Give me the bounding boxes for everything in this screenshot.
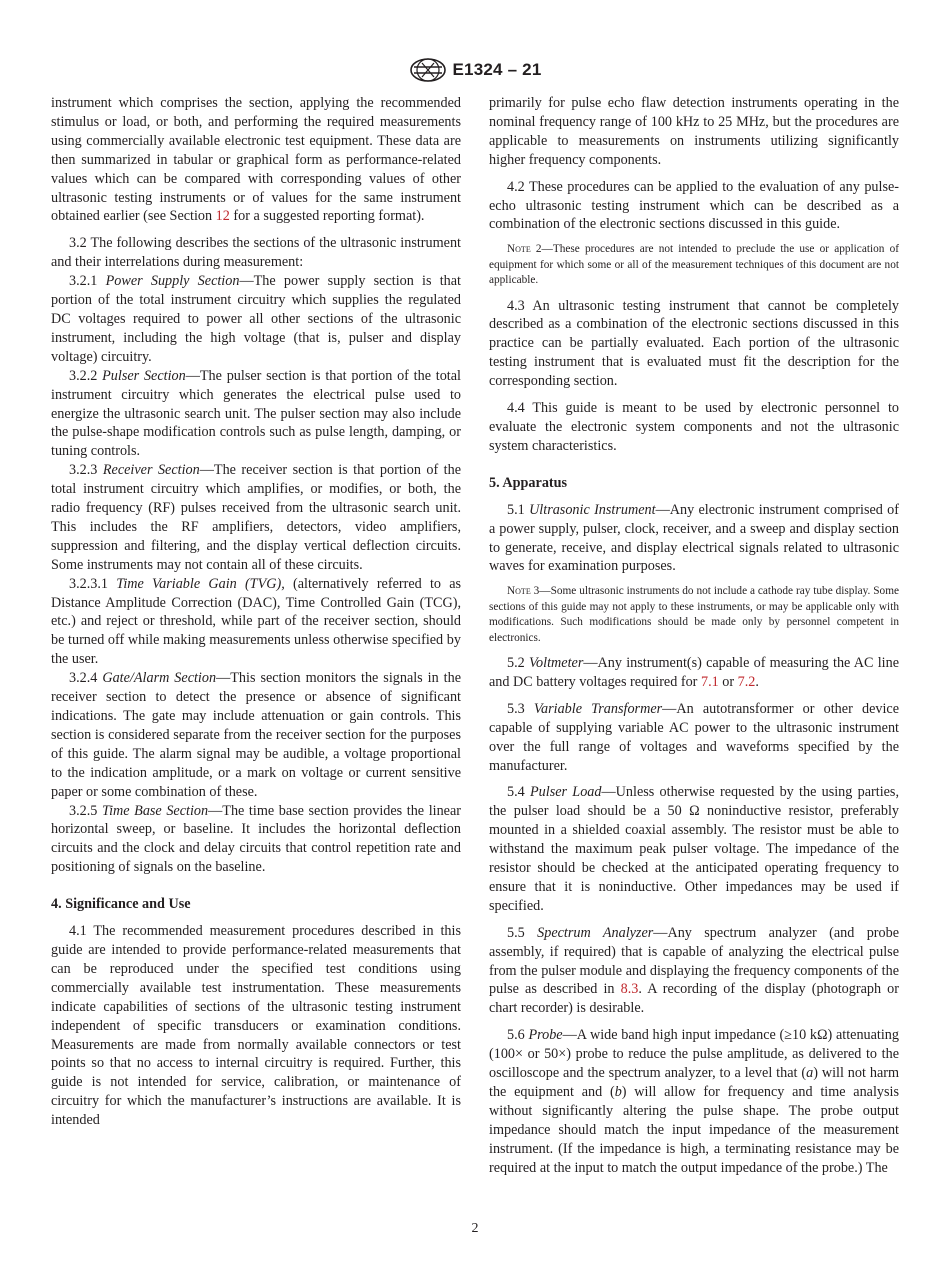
- note-2: Note 2—These procedures are not intended to preclude the use or application of equipment for which some or all of the measurement techniques of this document are not applicable.: [489, 243, 899, 287]
- paragraph-4-1-continued: primarily for pulse echo flaw detection instruments operating in the nominal frequency range of 100 kHz to 25 MHz, but the procedures are applicable to measurements on instruments utilizing significantly higher frequency components.: [489, 95, 899, 168]
- section-8-3-link[interactable]: 8.3: [620, 981, 639, 998]
- paragraph-3-2-4: 3.2.4 Gate/Alarm Section—This section monitors the signals in the receiver section to detect the presence or absence of significant indications. The gate may include attenuation or gain controls. This section is considered separate from the receiver section for the purposes of this guide. The alarm signal may be audible, a voltage proportional to the indication amplitude, or a mark on voltage or current sensitive paper or some combination of these.: [51, 670, 462, 800]
- paragraph-5-6: 5.6 Probe—A wide band high input impedance (≥10 kΩ) attenuating (100× or 50×) probe to reduce the pulse amplitude, as delivered to the oscilloscope and the spectrum analyzer, to a level that (a) will not harm the equipment and (b) will allow for frequency and time analysis without significantly altering the pulse shape. The probe output impedance should match the input impedance of the measurement instrument. (If the impedance is high, a terminating resistance may be required at the input to match the output impedance of the probe.) The: [489, 1027, 900, 1176]
- paragraph-3-2-3-1: 3.2.3.1 Time Variable Gain (TVG), (alternatively referred to as Distance Amplitude Correction (DAC), Time Controlled Gain (TCG), etc.) and reject or threshold, while part of the receiver section, should be turned off while making measurements unless otherwise specified by the user.: [51, 575, 462, 668]
- paragraph-4-4: 4.4 This guide is meant to be used by electronic personnel to evaluate the electronic system components and not the ultrasonic system characteristics.: [489, 400, 899, 454]
- page-header: [0, 56, 950, 84]
- paragraph-5-4: 5.4 Pulser Load—Unless otherwise requested by the using parties, the pulser load should be a 50 Ω noninductive resistor, preferably mounted in a shielded coaxial assembly. The resistor must be able to withstand the maximum peak pulser voltage. The impedance of the resistor should be checked at the anticipated operating frequency to ensure that it is noninductive. Other impedances may be used if specified.: [489, 784, 899, 914]
- paragraph-5-5: 5.5 Spectrum Analyzer—Any spectrum analyzer (and probe assembly, if required) that is capable of analyzing the electrical pulse from the pulser module and displaying the frequency components of the pulse as described in 8.3. A recording of the display (photograph or chart recorder) is desirable.: [489, 924, 900, 1017]
- left-column: [51, 94, 461, 1130]
- paragraph-4-2: 4.2 These procedures can be applied to the evaluation of any pulse-echo ultrasonic testing instrument which can be described as a combination of the electronic sections discussed in this guide.: [489, 178, 899, 233]
- paragraph-5-3: 5.3 Variable Transformer—An autotransformer or other device capable of supplying variable AC power to the ultrasonic instrument over the full range of voltages and waveforms specified by the manufacturer.: [489, 700, 899, 774]
- section-5-heading: 5. Apparatus: [489, 474, 568, 491]
- section-12-link[interactable]: 12: [215, 208, 230, 225]
- page-number: 2: [471, 1221, 479, 1236]
- paragraph-3-2-5: 3.2.5 Time Base Section—The time base section provides the linear horizontal sweep, or baseline. It includes the horizontal deflection circuits and the clock and delay circuits that control repetition rate and positioning of signals on the baseline.: [51, 802, 461, 876]
- paragraph-3-2-3: 3.2.3 Receiver Section—The receiver section is that portion of the total instrument circuitry which amplifies, or modifies, or both, the radio frequency (RF) pulses received from the ultrasonic search unit. This includes the RF amplifiers, detectors, video amplifiers, suppression and filtering, and the display vertical deflection circuits. Some instruments may not contain all of these circuits.: [51, 462, 462, 573]
- section-7-2-link[interactable]: 7.2: [737, 673, 756, 690]
- right-column: [489, 94, 899, 1178]
- astm-logo-icon: [409, 58, 447, 82]
- paragraph-3-2-2: 3.2.2 Pulser Section—The pulser section is that portion of the total instrument circuitry which generates the electrical pulse used to energize the ultrasonic search unit. The pulser section may also include the pulse-shape modification controls such as pulse length, damping, or tuning controls.: [51, 367, 461, 460]
- paragraph-5-1: 5.1 Ultrasonic Instrument—Any electronic instrument comprised of a power supply, pulser, clock, receiver, and a sweep and display section to generate, receive, and display electrical signals related to ultrasonic waves for examination purposes.: [489, 501, 900, 575]
- paragraph-3-1-continued: instrument which comprises the section, applying the recommended stimulus or load, or both, and performing the required measurements using commercially available electronic test equipment. These data are then summarized in tabular or graphical form as performance-related values which can be compared with corresponding values of other ultrasonic testing instruments or of values for the same instrument obtained earlier (see Section 12 for a suggested reporting format).: [51, 95, 461, 225]
- paragraph-3-2: 3.2 The following describes the sections of the ultrasonic instrument and their interrelations during measurement:: [51, 235, 461, 271]
- paragraph-4-3: 4.3 An ultrasonic testing instrument that cannot be completely described as a combination of the electronic sections discussed in this practice can be partially evaluated. Each portion of the ultrasonic testing instrument that is evaluated must fit the description for the corresponding section.: [489, 297, 899, 390]
- paragraph-4-1: 4.1 The recommended measurement procedures described in this guide are intended to provide performance-related measurements that can be reproduced under the specified test conditions using commercially available test instrumentation. These measurements indicate capabilities of sections of the ultrasonic testing instrument independent of specific transducers or examination conditions. Measurements are made from normally available connectors or test points so that no access to internal circuitry is required. Further, this guide is not intended for service, calibration, or maintenance of circuitry for which the manufacturer’s instructions are available. It is intended: [51, 923, 461, 1129]
- section-4-heading: 4. Significance and Use: [51, 896, 191, 913]
- section-7-1-link[interactable]: 7.1: [700, 673, 719, 690]
- document-designation: E1324 – 21: [452, 60, 542, 79]
- note-3: Note 3—Some ultrasonic instruments do not include a cathode ray tube display. Some sections of this guide may not apply to these instruments, or may be applicable only with modifications. Such modifications should be made only by personnel competent in electronics.: [489, 585, 899, 644]
- paragraph-3-2-1: 3.2.1 Power Supply Section—The power supply section is that portion of the total instrument circuitry which supplies the regulated DC voltages required to power all other sections of the ultrasonic instrument, including the high voltage (that is, pulser and display voltage) circuitry.: [51, 273, 461, 365]
- paragraph-5-2: 5.2 Voltmeter—Any instrument(s) capable of measuring the AC line and DC battery voltages required for 7.1 or 7.2.: [489, 654, 899, 690]
